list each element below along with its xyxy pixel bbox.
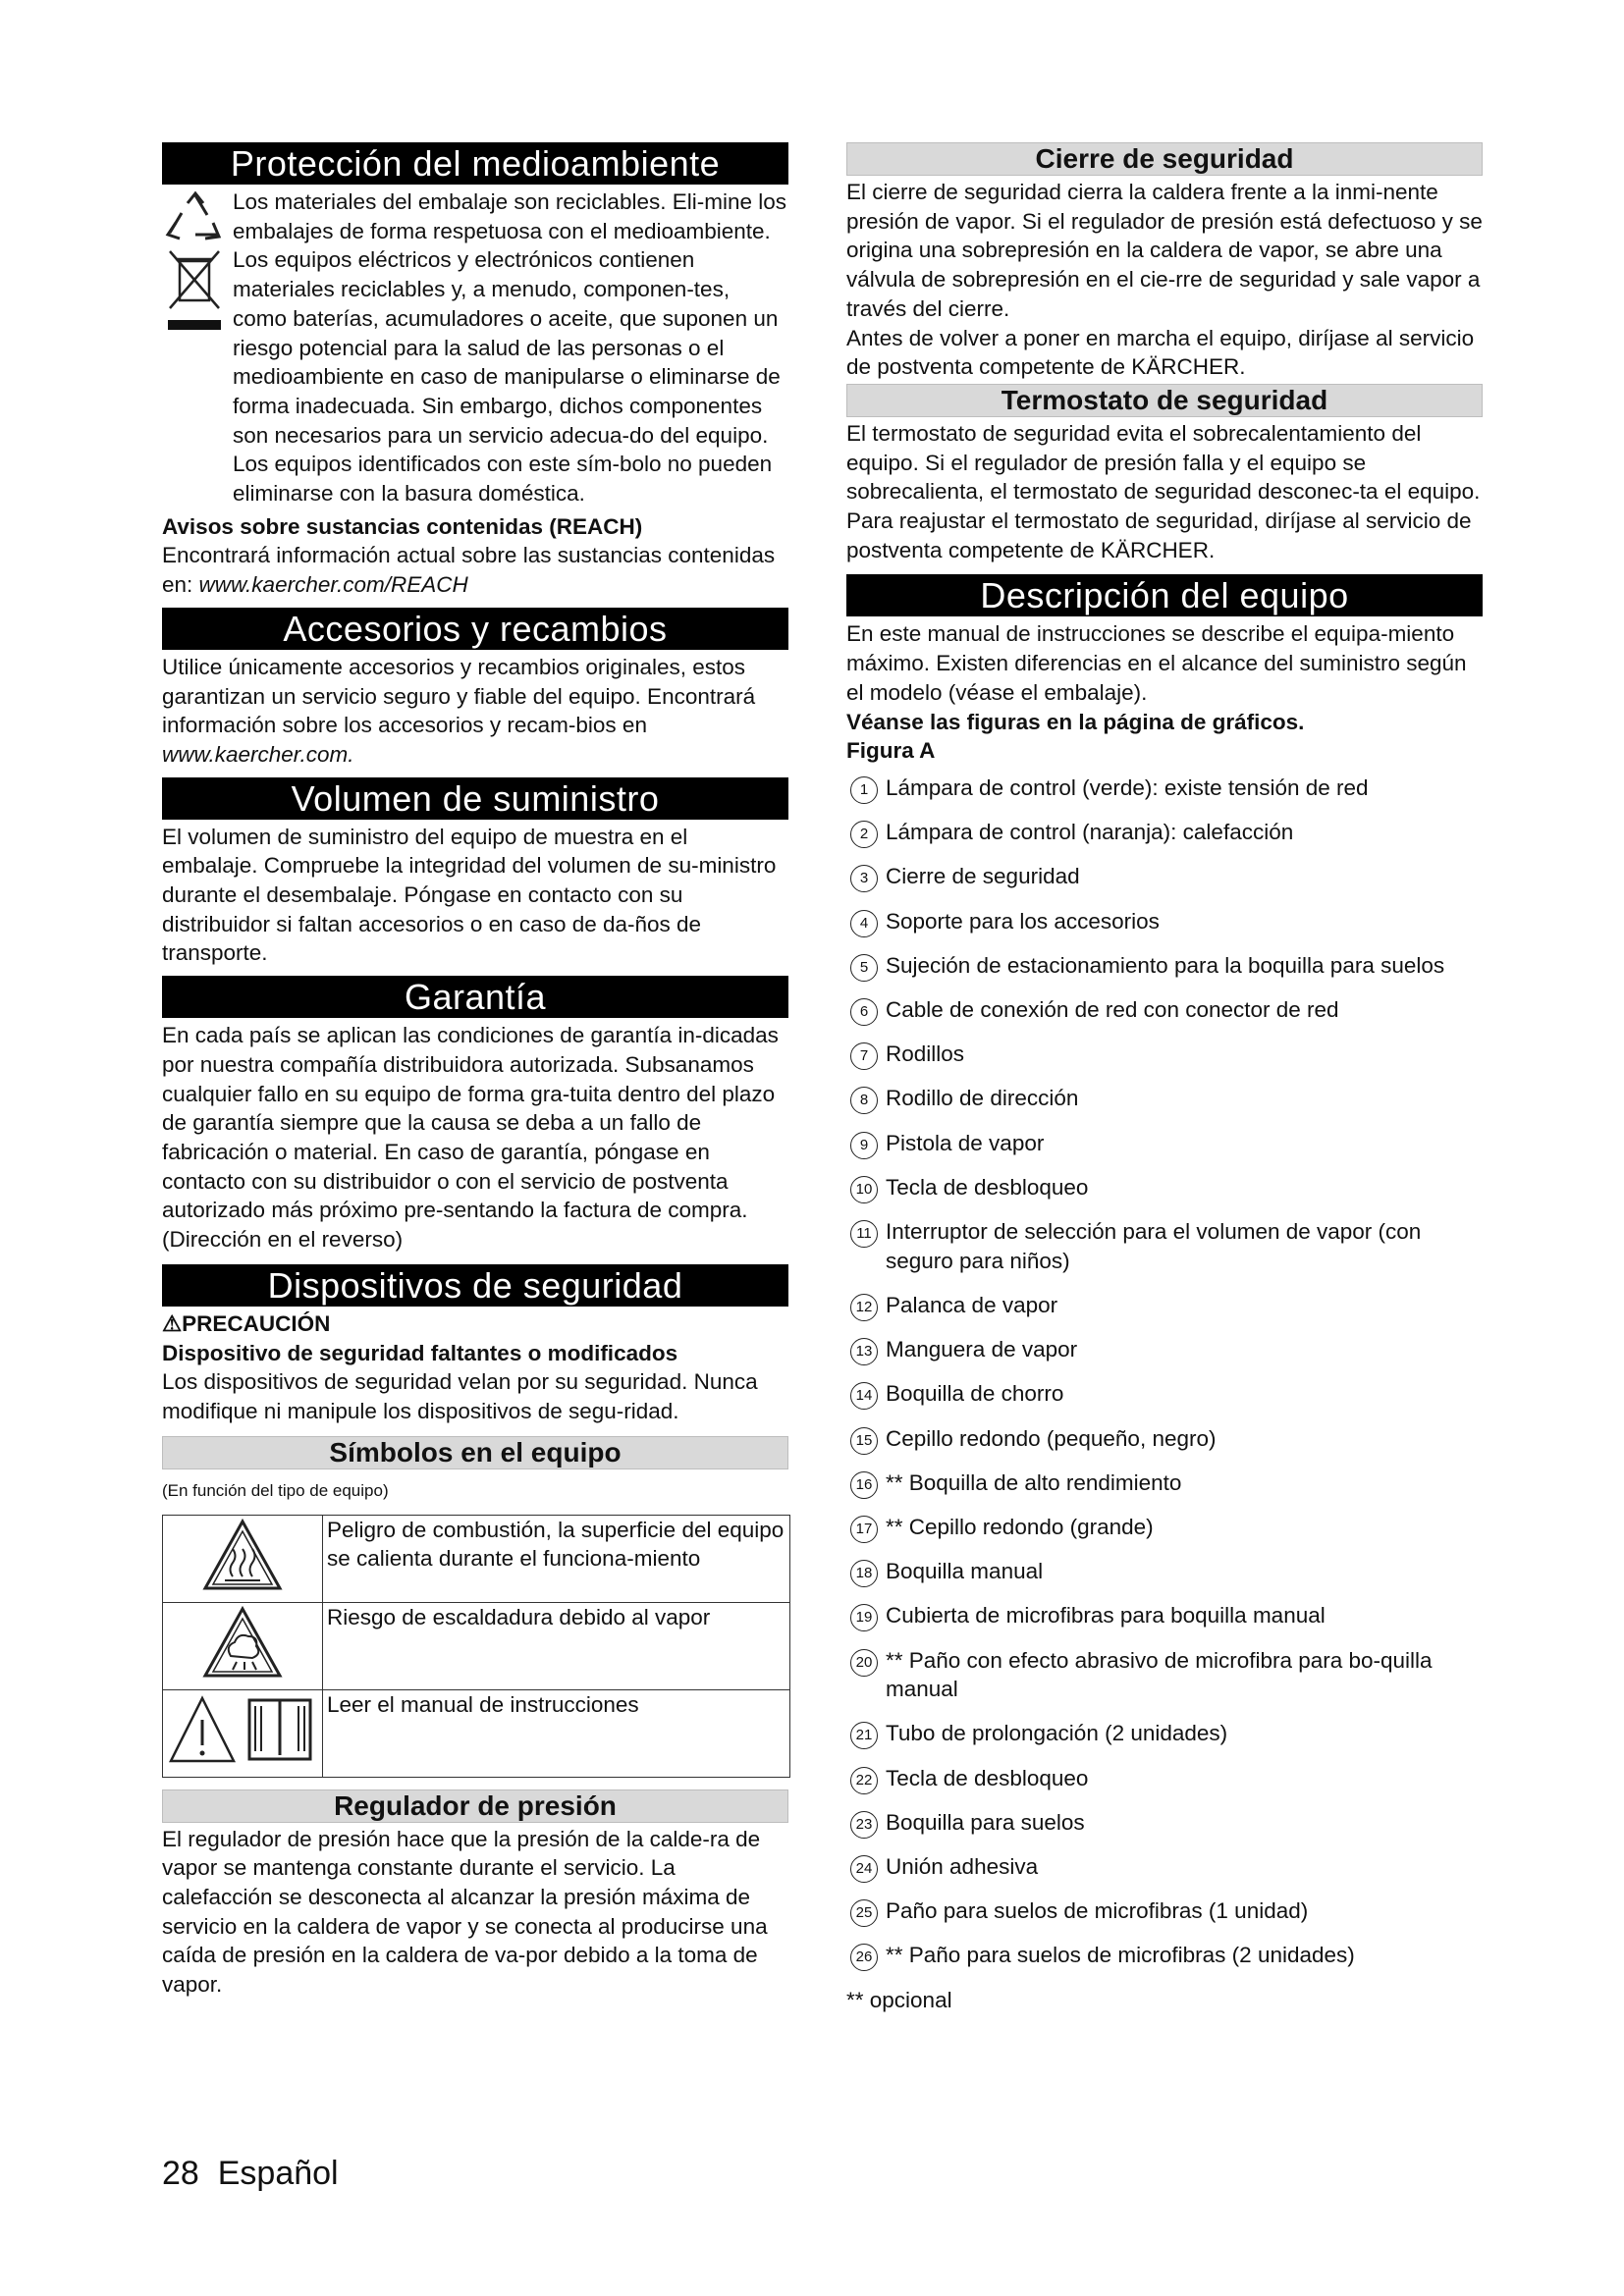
heading-device-description: Descripción del equipo	[846, 574, 1483, 616]
list-item	[846, 862, 1483, 891]
heading-safety-devices: Dispositivos de seguridad	[162, 1264, 788, 1307]
list-item	[846, 1513, 1483, 1542]
right-column	[846, 142, 1483, 2014]
item-number-badge: 1	[850, 776, 878, 804]
crossed-bin-icon	[162, 247, 227, 336]
item-text: Soporte para los accesorios	[886, 908, 1160, 934]
safety-paragraph: Los dispositivos de seguridad velan por su seguridad. Nunca modifique ni manipule los dispositivos de segu-ridad.	[162, 1369, 758, 1423]
item-number-badge: 9	[850, 1132, 878, 1159]
item-number-badge: 10	[850, 1176, 878, 1203]
item-number-badge: 11	[850, 1220, 878, 1248]
item-text: Lámpara de control (naranja): calefacción	[886, 820, 1294, 845]
list-item	[846, 1764, 1483, 1793]
item-text: ** Paño para suelos de microfibras (2 unidades)	[886, 1943, 1355, 1968]
figure-label: Figura A	[846, 738, 936, 764]
list-item	[846, 1468, 1483, 1498]
list-item	[846, 1852, 1483, 1882]
item-number-badge: 2	[850, 821, 878, 848]
item-text: Cable de conexión de red con conector de red	[886, 996, 1339, 1022]
item-text: Tecla de desbloqueo	[886, 1765, 1089, 1790]
list-item	[846, 951, 1483, 981]
list-item	[846, 1896, 1483, 1926]
env-paragraph-2: Los equipos eléctricos y electrónicos contienen materiales reciclables y, a menudo, componen-tes, como baterías, acumuladores o aceite, que suponen un riesgo potencial para la salud de las personas o el medioambiente en caso de manipularse o eliminarse de forma inadecuada. Sin embargo, dichos componentes son necesarios para un servicio adecua-do del equipo. Los equipos identificados con este sím-bolo no pueden eliminarse con la basura doméstica.	[233, 247, 781, 507]
item-text: Tecla de desbloqueo	[886, 1174, 1089, 1200]
item-text: Palanca de vapor	[886, 1292, 1058, 1317]
steam-cell	[163, 1602, 323, 1689]
heading-delivery: Volumen de suministro	[162, 777, 788, 820]
reach-link[interactable]: www.kaercher.com/REACH	[198, 572, 468, 598]
item-text: Cepillo redondo (pequeño, negro)	[886, 1425, 1217, 1451]
item-text: ** Cepillo redondo (grande)	[886, 1514, 1154, 1539]
item-text: Paño para suelos de microfibras (1 unidad)	[886, 1898, 1309, 1924]
item-number-badge: 4	[850, 910, 878, 937]
list-item	[846, 907, 1483, 936]
optional-note: ** opcional	[846, 1987, 952, 2012]
kaercher-link[interactable]: www.kaercher.com.	[162, 741, 354, 767]
recycle-row	[162, 187, 788, 245]
item-number-badge: 20	[850, 1649, 878, 1677]
list-item	[846, 1335, 1483, 1364]
item-number-badge: 23	[850, 1811, 878, 1839]
item-text: Boquilla manual	[886, 1559, 1044, 1584]
heading-safety-lock: Cierre de seguridad	[846, 142, 1483, 176]
list-item	[846, 774, 1483, 803]
heading-accessories: Accesorios y recambios	[162, 608, 788, 650]
list-item	[846, 1379, 1483, 1409]
item-text: Cubierta de microfibras para boquilla manual	[886, 1603, 1326, 1629]
item-number-badge: 16	[850, 1471, 878, 1499]
item-number-badge: 18	[850, 1560, 878, 1587]
env-paragraph-1: Los materiales del embalaje son reciclables. Eli-mine los embalajes de forma respetuosa con el medioambiente.	[233, 189, 787, 243]
item-text: Interruptor de selección para el volumen de vapor (con seguro para niños)	[886, 1218, 1422, 1273]
page-number: 28	[162, 2155, 199, 2192]
item-text: Boquilla de chorro	[886, 1381, 1064, 1407]
lock-paragraph-2: Antes de volver a poner en marcha el equipo, diríjase al servicio de postventa competente de KÄRCHER.	[846, 325, 1475, 380]
item-number-badge: 13	[850, 1338, 878, 1365]
item-text: Manguera de vapor	[886, 1337, 1078, 1362]
symbols-table	[162, 1515, 790, 1778]
list-item	[846, 1646, 1483, 1704]
thermo-paragraph-2: Para reajustar el termostato de seguridad, diríjase al servicio de postventa competente de KÄRCHER.	[846, 508, 1472, 562]
pressure-paragraph: El regulador de presión hace que la presión de la calde-ra de vapor se mantenga constante durante el servicio. La calefacción se desconecta al alcanzar la presión máxima de servicio en la caldera de vapor y se conecta al producirse una caída de presión en la caldera de va-por debido a la toma de vapor.	[162, 1826, 768, 1998]
item-number-badge: 25	[850, 1899, 878, 1927]
item-text: Sujeción de estacionamiento para la boquilla para suelos	[886, 952, 1445, 978]
list-item	[846, 1424, 1483, 1454]
list-item	[846, 995, 1483, 1025]
item-text: Unión adhesiva	[886, 1854, 1039, 1880]
symbols-note: (En función del tipo de equipo)	[162, 1480, 389, 1500]
warranty-paragraph: En cada país se aplican las condiciones de garantía in-dicadas por nuestra compañía distribuidora autorizada. Subsanamos cualquier fallo en su equipo de forma gra-tuita dentro del plazo de garantía siempre que la causa se deba a un fallo de fabricación o material. En caso de garantía, póngase en contacto con su distribuidor o con el servicio de postventa autorizado más próximo pre-sentando la factura de compra.	[162, 1023, 779, 1223]
warranty-note: (Dirección en el reverso)	[162, 1227, 404, 1253]
list-item	[846, 1808, 1483, 1838]
heading-symbols: Símbolos en el equipo	[162, 1436, 788, 1469]
heading-warranty: Garantía	[162, 976, 788, 1018]
item-number-badge: 24	[850, 1855, 878, 1883]
item-number-badge: 14	[850, 1382, 878, 1410]
figures-note: Véanse las figuras en la página de gráficos.	[846, 709, 1305, 734]
symbol-text-steam: Riesgo de escaldadura debido al vapor	[323, 1602, 790, 1689]
item-number-badge: 15	[850, 1427, 878, 1455]
read-manual-icon	[169, 1692, 316, 1767]
item-number-badge: 7	[850, 1042, 878, 1070]
manual-cell	[163, 1689, 323, 1777]
weee-row	[162, 245, 788, 507]
list-item	[846, 1719, 1483, 1748]
list-item	[846, 1217, 1483, 1275]
accessories-paragraph: Utilice únicamente accesorios y recambios originales, estos garantizan un servicio seguro y fiable del equipo. Encontrará información sobre los accesorios y recam-bios en www.kaercher.com.	[162, 654, 756, 767]
warning-triangle-icon: ⚠	[162, 1310, 183, 1336]
list-item	[846, 1129, 1483, 1158]
heading-thermostat: Termostato de seguridad	[846, 384, 1483, 417]
list-item	[846, 1084, 1483, 1113]
item-number-badge: 19	[850, 1604, 878, 1631]
symbol-text-manual: Leer el manual de instrucciones	[323, 1689, 790, 1777]
thermo-paragraph-1: El termostato de seguridad evita el sobrecalentamiento del equipo. Si el regulador de presión falla y el equipo se sobrecalienta, el termostato de seguridad desconec-ta el equipo.	[846, 420, 1481, 505]
list-item	[846, 1173, 1483, 1202]
list-item	[846, 1557, 1483, 1586]
recycle-icon	[162, 189, 227, 254]
delivery-paragraph: El volumen de suministro del equipo de muestra en el embalaje. Compruebe la integridad del volumen de su-ministro durante el desembalaje. Póngase en contacto con su distribuidor si faltan accesorios o en caso de da-ños de transporte.	[162, 824, 777, 966]
item-text: ** Boquilla de alto rendimiento	[886, 1469, 1182, 1495]
item-number-badge: 8	[850, 1087, 878, 1114]
symbol-text-hot: Peligro de combustión, la superficie del equipo se calienta durante el funciona-miento	[323, 1515, 790, 1602]
list-item	[846, 1040, 1483, 1069]
left-column	[162, 142, 788, 2000]
item-number-badge: 6	[850, 998, 878, 1026]
item-text: Rodillos	[886, 1041, 965, 1067]
safety-subtitle: Dispositivo de seguridad faltantes o modificados	[162, 1340, 678, 1365]
table-row	[163, 1689, 790, 1777]
list-item	[846, 1941, 1483, 1970]
list-item	[846, 818, 1483, 847]
item-text: Lámpara de control (verde): existe tensión de red	[886, 774, 1369, 800]
caution-label: ⚠PRECAUCIÓN	[162, 1310, 331, 1336]
reach-title: Avisos sobre sustancias contenidas (REACH)	[162, 513, 643, 539]
item-text: Tubo de prolongación (2 unidades)	[886, 1721, 1228, 1746]
heading-environment: Protección del medioambiente	[162, 142, 788, 185]
parts-list	[846, 774, 1483, 1970]
item-text: Cierre de seguridad	[886, 864, 1080, 889]
item-number-badge: 5	[850, 954, 878, 982]
item-text: ** Paño con efecto abrasivo de microfibra para bo-quilla manual	[886, 1647, 1433, 1702]
table-row	[163, 1515, 790, 1602]
hot-surface-warning-icon	[201, 1518, 284, 1592]
item-number-badge: 22	[850, 1767, 878, 1794]
hot-surface-cell	[163, 1515, 323, 1602]
item-number-badge: 12	[850, 1294, 878, 1321]
table-row	[163, 1602, 790, 1689]
item-number-badge: 17	[850, 1516, 878, 1543]
reach-paragraph: Encontrará información actual sobre las sustancias contenidas en: www.kaercher.com/REACH	[162, 543, 776, 598]
item-number-badge: 3	[850, 865, 878, 892]
item-text: Pistola de vapor	[886, 1130, 1045, 1155]
list-item	[846, 1601, 1483, 1630]
lock-paragraph-1: El cierre de seguridad cierra la caldera frente a la inmi-nente presión de vapor. Si el regulador de presión está defectuoso y se origina una sobrepresión en la caldera de vapor, se abre una válvula de sobrepresión en el cie-rre de seguridad y sale vapor a través del cierre.	[846, 180, 1483, 321]
item-text: Rodillo de dirección	[886, 1086, 1079, 1111]
item-number-badge: 26	[850, 1944, 878, 1971]
heading-pressure-regulator: Regulador de presión	[162, 1789, 788, 1823]
steam-scald-warning-icon	[201, 1605, 284, 1680]
page-footer	[162, 2155, 339, 2193]
item-text: Boquilla para suelos	[886, 1809, 1085, 1835]
list-item	[846, 1291, 1483, 1320]
description-paragraph: En este manual de instrucciones se describe el equipa-miento máximo. Existen diferencias en el alcance del suministro según el modelo (véase el embalaje).	[846, 621, 1467, 705]
page-language: Español	[217, 2155, 339, 2192]
item-number-badge: 21	[850, 1722, 878, 1749]
